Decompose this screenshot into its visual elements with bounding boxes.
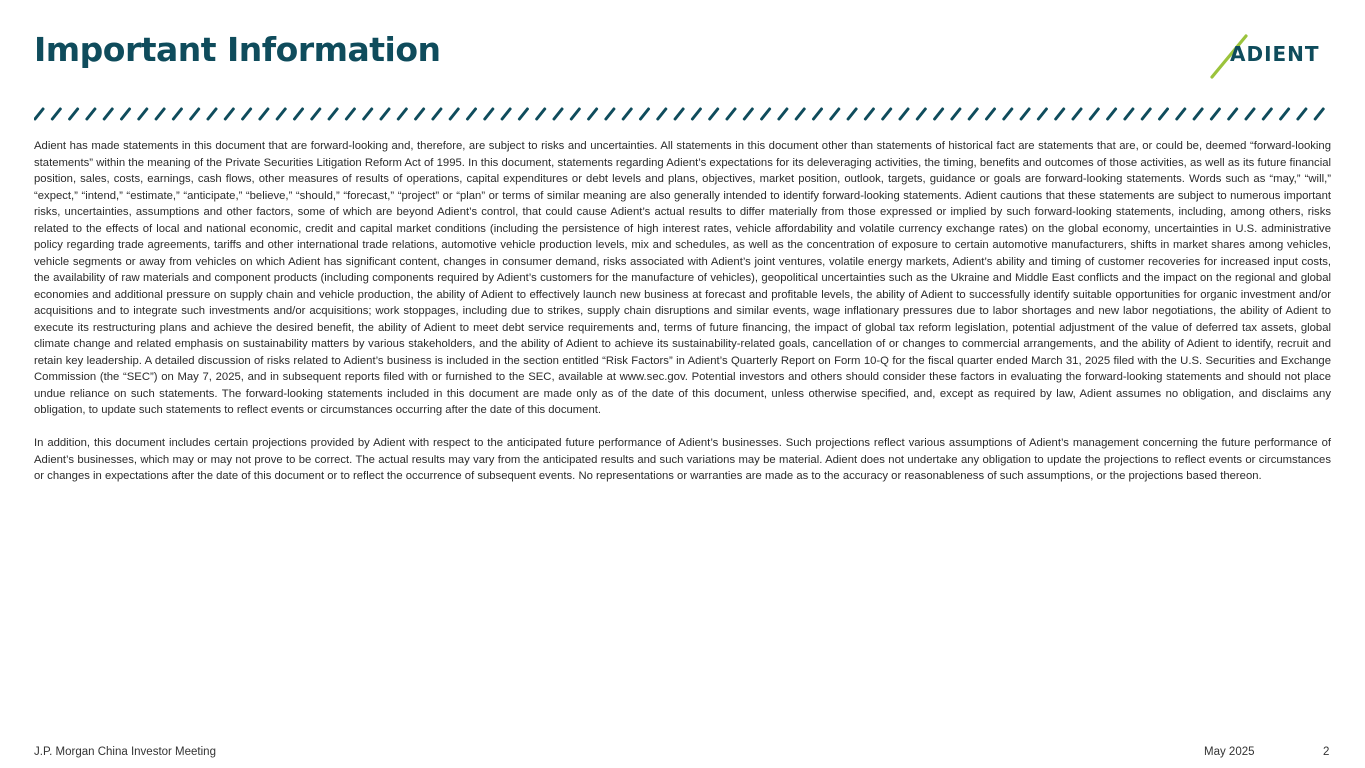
stripe-slash [398, 109, 406, 119]
stripe-slash [416, 109, 424, 119]
stripe-slash [502, 109, 510, 119]
stripe-slash [1142, 109, 1150, 119]
stripe-slash [727, 109, 735, 119]
stripe-slash [641, 109, 649, 119]
stripe-slash [1194, 109, 1202, 119]
stripe-slash [848, 109, 856, 119]
stripe-slash [104, 109, 112, 119]
stripe-slash [1177, 109, 1185, 119]
stripe-slash [1160, 109, 1168, 119]
stripe-slash [87, 109, 95, 119]
stripe-slash [312, 109, 320, 119]
footer-date: May 2025 [1204, 746, 1255, 758]
stripe-slash [692, 109, 700, 119]
stripe-slash [1211, 109, 1219, 119]
page-title: Important Information [34, 30, 441, 69]
stripe-slash [156, 109, 164, 119]
stripe-slash [935, 109, 943, 119]
stripe-slash [969, 109, 977, 119]
stripe-slash [606, 109, 614, 119]
stripe-slash [122, 109, 130, 119]
stripe-slash [225, 109, 233, 119]
stripe-slash [173, 109, 181, 119]
stripe-slash [1090, 109, 1098, 119]
stripe-slash [1021, 109, 1029, 119]
stripe-slash [243, 109, 251, 119]
stripe-slash [260, 109, 268, 119]
footer-event-name: J.P. Morgan China Investor Meeting [34, 746, 216, 758]
stripe-slash [796, 109, 804, 119]
stripe-slash [1263, 109, 1271, 119]
stripe-slash [779, 109, 787, 119]
stripe-slash [987, 109, 995, 119]
page-number: 2 [1323, 746, 1330, 758]
stripe-slash [814, 109, 822, 119]
stripe-slash [537, 109, 545, 119]
stripe-slash [1298, 109, 1306, 119]
stripe-slash [917, 109, 925, 119]
stripe-slash [589, 109, 597, 119]
stripe-slash [485, 109, 493, 119]
stripe-slash [831, 109, 839, 119]
stripe-slash [865, 109, 873, 119]
stripe-slash [658, 109, 666, 119]
stripe-slash [1004, 109, 1012, 119]
stripe-slash [710, 109, 718, 119]
decorative-slash-stripe [34, 107, 1333, 121]
stripe-slash [519, 109, 527, 119]
stripe-slash [1073, 109, 1081, 119]
stripe-slash [744, 109, 752, 119]
stripe-slash [208, 109, 216, 119]
disclaimer-body [34, 138, 1331, 501]
stripe-slash [346, 109, 354, 119]
stripe-slash [1229, 109, 1237, 119]
logo-wordmark: ADIENT [1230, 42, 1320, 66]
stripe-slash [1315, 109, 1323, 119]
stripe-slash [1281, 109, 1289, 119]
stripe-slash [277, 109, 285, 119]
stripe-slash [1038, 109, 1046, 119]
stripe-slash [450, 109, 458, 119]
adient-logo [1208, 28, 1334, 80]
stripe-slash [1125, 109, 1133, 119]
stripe-slash [675, 109, 683, 119]
stripe-slash [35, 109, 43, 119]
stripe-slash [1056, 109, 1064, 119]
stripe-slash [70, 109, 78, 119]
stripe-slash [433, 109, 441, 119]
forward-looking-statements-paragraph: Adient has made statements in this document that are forward-looking and, therefore, are subject to risks and uncertainties. All statements in this document other than statements of historical fact are statements that are, or could be, deemed “forward-looking statements” within the meaning of the Private Securities Litigation Reform Act of 1995. In this document, statements regarding Adient’s expectations for its deleveraging activities, the timing, benefits and outcomes of those activities, as well as its future financial position, sales, costs, earnings, cash flows, other measures of results of operations, capital expenditures or debt levels and plans, objectives, market position, outlook, targets, guidance or goals are forward-looking statements. Words such as “may,” “will,” “expect,” “intend,” “estimate,” “anticipate,” “believe,” “should,” “forecast,” “project” or “plan” or terms of similar meaning are also generally intended to identify forward-looking statements. Adient cautions that these statements are subject to numerous important risks, uncertainties, assumptions and other factors, some of which are beyond Adient’s control, that could cause Adient’s actual results to differ materially from those expressed or implied by such forward-looking statements, including, among others, risks related to the effects of local and national economic, credit and capital market conditions (including the persistence of high interest rates, vehicle affordability and volatile currency exchange rates) on the global economy, uncertainties in U.S. administrative policy regarding trade agreements, tariffs and other international trade relations, automotive vehicle production levels, mix and schedules, as well as the concentration of exposure to certain automotive manufacturers, shifts in market shares among vehicles, vehicle segments or away from vehicles on which Adient has significant content, changes in consumer demand, risks associated with Adient’s joint ventures, volatile energy markets, Adient’s ability and timing of customer recoveries for increased input costs, the availability of raw materials and component products (including components required by Adient’s customers for the manufacture of vehicles), geopolitical uncertainties such as the Ukraine and Middle East conflicts and the impact on the regional and global economies and additional pressure on supply chain and vehicle production, the ability of Adient to effectively launch new business at forecast and profitable levels, the ability of Adient to successfully identify suitable opportunities for organic investment and/or acquisitions and to integrate such investments and/or acquisitions; work stoppages, including due to strikes, supply chain disruptions and similar events, wage inflationary pressures due to labor shortages and new labor negotiations, the ability of Adient to execute its restructuring plans and achieve the desired benefit, the ability of Adient to meet debt service requirements and, terms of future financing, the impact of global tax reform legislation, potential adjustment of the value of deferred tax assets, global climate change and related emphasis on sustainability matters by various stakeholders, and the ability of Adient to achieve its sustainability-related goals, cancellation of or changes to commercial arrangements, and the ability of Adient to identify, recruit and retain key leadership. A detailed discussion of risks related to Adient’s business is included in the section entitled “Risk Factors” in Adient’s Quarterly Report on Form 10-Q for the fiscal quarter ended March 31, 2025 filed with the U.S. Securities and Exchange Commission (the “SEC”) on May 7, 2025, and in subsequent reports filed with or furnished to the SEC, available at www.sec.gov. Potential investors and others should consider these factors in evaluating the forward-looking statements and should not place undue reliance on such statements. The forward-looking statements included in this document are made only as of the date of this document, unless otherwise specified, and, except as required by law, Adient assumes no obligation, and disclaims any obligation, to update such statements to reflect events or circumstances occurring after the date of this document. [34, 140, 1331, 416]
stripe-slash [381, 109, 389, 119]
stripe-slash [900, 109, 908, 119]
projections-paragraph: In addition, this document includes certain projections provided by Adient with respect to the anticipated future performance of Adient’s businesses. Such projections reflect various assumptions of Adient’s management concerning the future performance of Adient’s businesses, which may or may not prove to be correct. The actual results may vary from the anticipated results and such variations may be material. Adient does not undertake any obligation to update the projections to reflect events or circumstances or changes in expectations after the date of this document or to reflect the occurrence of subsequent events. No representations or warranties are made as to the accuracy or reasonableness of such assumptions, or the projections based thereon. [34, 437, 1331, 482]
stripe-slash [883, 109, 891, 119]
stripe-slash [191, 109, 199, 119]
stripe-slash [329, 109, 337, 119]
stripe-slash [1108, 109, 1116, 119]
stripe-slash [139, 109, 147, 119]
stripe-slash [1246, 109, 1254, 119]
stripe-slash [364, 109, 372, 119]
stripe-slash [295, 109, 303, 119]
stripe-slash [762, 109, 770, 119]
stripe-slash [554, 109, 562, 119]
stripe-slash [468, 109, 476, 119]
stripe-slash [52, 109, 60, 119]
stripe-slash [571, 109, 579, 119]
stripe-slash [952, 109, 960, 119]
stripe-slash [623, 109, 631, 119]
